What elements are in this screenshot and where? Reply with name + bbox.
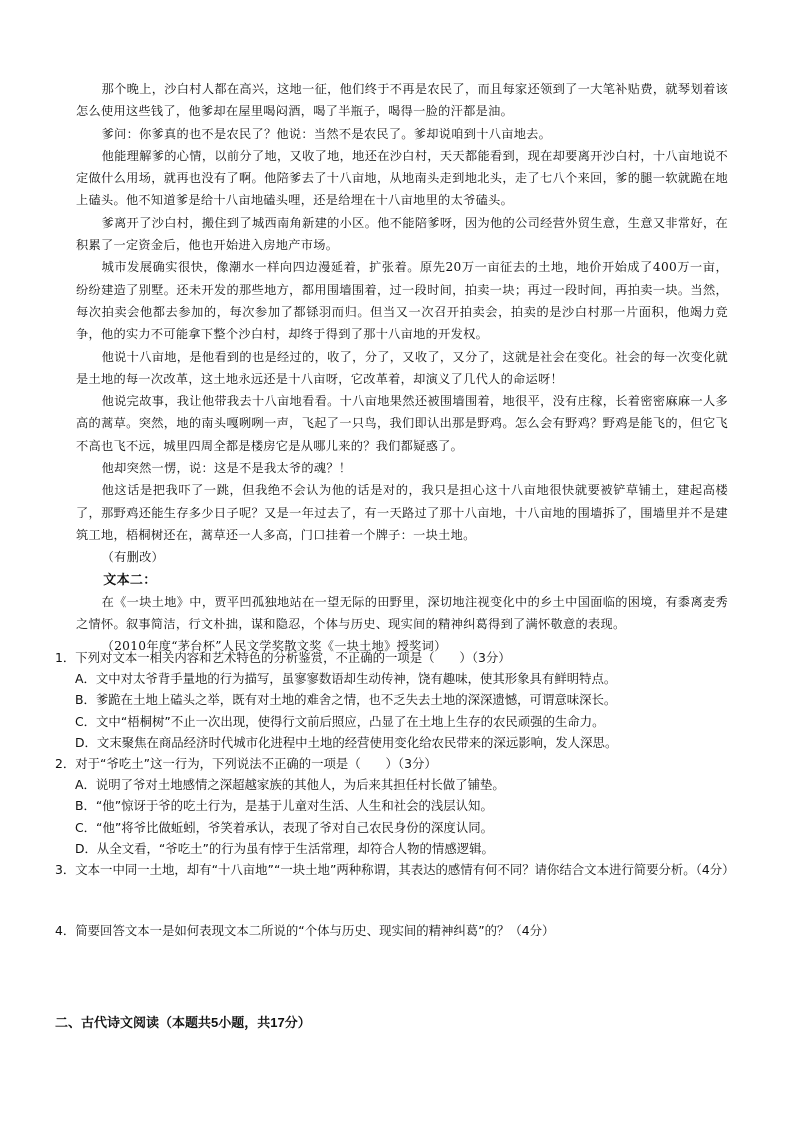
question-2-stem: 2．对于“爷吃土”这一行为，下列说法不正确的一项是（ ）（3分） <box>55 756 437 772</box>
question-2 <box>55 753 735 859</box>
text-one-paragraph-1: 那个晚上，沙白村人都在高兴，这地一征，他们终于不再是农民了，而且每家还领到了一大笔补贴费，就琴划着该怎么使用这些钱了，他爹却在屋里喝闷酒，喝了半瓶子，喝得一脸的汗都是油。 <box>76 82 728 119</box>
text-one-paragraph-4: 爹离开了沙白村，搬住到了城西南角新建的小区。他不能陪爹呀，因为他的公司经营外贸生意，生意又非常好，在积累了一定资金后，他也开始进入房地产市场。 <box>76 215 728 253</box>
question-list <box>55 647 735 941</box>
question-2-option-c: C．“他”将爷比做蚯蚓，爷笑着承认，表现了爷对自己农民身份的深度认同。 <box>75 819 493 835</box>
text-one-paragraph-3: 他能理解爹的心情，以前分了地，又收了地，地还在沙白村，天天都能看到，现在却要离开沙白村，十八亩地说不定做什么用场，就再也没有了啊。他陪爹去了十八亩地，从地南头走到地北头，走了七八个来回，爹的腿一软就跪在地上磕头。他不知道爹是给十八亩地磕头哩，还是给埋在十八亩地里的太爷磕头。 <box>76 148 728 208</box>
question-2-option-a: A．说明了爷对土地感情之深超越家族的其他人，为后来其担任村长做了铺垫。 <box>75 777 505 793</box>
question-1-option-a: A．文中对太爷背手量地的行为描写，虽寥寥数语却生动传神，饶有趣味，使其形象具有鲜明特点。 <box>75 671 617 687</box>
question-2-option-d: D．从全文看，“爷吃土”的行为虽有悖于生活常理，却符合人物的情感逻辑。 <box>75 840 494 856</box>
question-2-option-b: B．“他”惊讶于爷的吃土行为，是基于儿童对生活、人生和社会的浅层认知。 <box>75 798 493 814</box>
text-one-paragraph-8: 他却突然一愣，说：这是不是我太爷的魂？！ <box>101 461 352 476</box>
question-4 <box>55 920 735 941</box>
question-1-option-b: B．爹跪在土地上磕头之举，既有对土地的难舍之情，也不乏失去土地的深深遗憾，可谓意味深长。 <box>75 692 617 708</box>
question-3-stem: 3．文本一中同一土地，却有“十八亩地”“一块土地”两种称谓，其表达的感情有何不同？请你结合文本进行简要分析。（4分） <box>55 862 735 878</box>
question-3 <box>55 859 735 880</box>
text-one-paragraph-9: 他这话是把我吓了一跳，但我绝不会认为他的话是对的，我只是担心这十八亩地很快就要被铲草铺土，建起高楼了，那野鸡还能生存多少日子呢？又是一年过去了，有一天路过了那十八亩地，十八亩地的围墙拆了，围墙里并不是建筑工地，梧桐树还在，蒿草还一人多高，门口挂着一个牌子：一块土地。 <box>76 483 728 542</box>
question-1 <box>55 647 735 753</box>
question-1-stem: 1．下列对文本一相关内容和艺术特色的分析鉴赏，不正确的一项是（ ）（3分） <box>55 650 511 665</box>
text-one-paragraph-6: 他说十八亩地，是他看到的也是经过的，收了，分了，又收了，又分了，这就是社会在变化。社会的每一次变化就是土地的每一次改革，这土地永远还是十八亩呀，它改革着，却演义了几代人的命运呀！ <box>76 349 728 386</box>
abridged-note: （有删改） <box>101 550 165 565</box>
text-one-paragraph-5: 城市发展确实很快，像潮水一样向四边漫延着，扩张着。原先20万一亩征去的土地，地价开始成了400万一亩，纷纷建造了别墅。还未开发的那些地方，都用围墙围着，过一段时间，拍卖一块；再过一段时间，再拍卖一块。当然，每次拍卖会他都去参加的，每次参加了都铩羽而归。但当又一次召开拍卖会，拍卖的是沙白村那一片面积，他竭力竞争，他的实力不可能拿下整个沙白村，却终于得到了那十八亩地的开发权。 <box>76 260 728 342</box>
question-1-option-d: D．文末聚焦在商品经济时代城市化进程中土地的经营使用变化给农民带来的深远影响，发人深思。 <box>75 734 618 750</box>
text-one <box>76 78 728 658</box>
text-two-label: 文本二： <box>103 571 157 587</box>
text-one-paragraph-2: 爹问：你爹真的也不是农民了？他说：当然不是农民了。爹却说咱到十八亩地去。 <box>101 126 552 141</box>
question-1-option-c: C．文中“梧桐树”不止一次出现，使得行文前后照应，凸显了在土地上生存的农民顽强的生命力。 <box>75 713 605 729</box>
answer-space-3 <box>55 880 735 920</box>
text-two-source: （2010年度“茅台杯”人民文学奖散文奖《一块土地》授奖词） <box>101 639 447 654</box>
question-4-stem: 4．简要回答文本一是如何表现文本二所说的“个体与历史、现实间的精神纠葛”的？（4分） <box>55 923 555 939</box>
section-heading: 二、古代诗文阅读（本题共5小题，共17分） <box>55 1015 311 1030</box>
text-two-paragraph: 在《一块土地》中，贾平凹孤独地站在一望无际的田野里，深切地注视变化中的乡土中国面临的困境，有黍离麦秀之情怀。叙事简洁，行文朴拙，谋和隐忍，个体与历史、现实间的精神纠葛得到了满怀敬意的表现。 <box>76 594 728 632</box>
text-one-paragraph-7: 他说完故事，我让他带我去十八亩地看看。十八亩地果然还被围墙围着，地很平，没有庄稼，长着密密麻麻一人多高的蒿草。突然，地的南头嘎咧咧一声，飞起了一只鸟，我们即认出那是野鸡。怎么会有野鸡？野鸡是能飞的，但它飞不高也飞不远，城里四周全都是楼房它是从哪儿来的？我们都疑惑了。 <box>76 394 728 453</box>
